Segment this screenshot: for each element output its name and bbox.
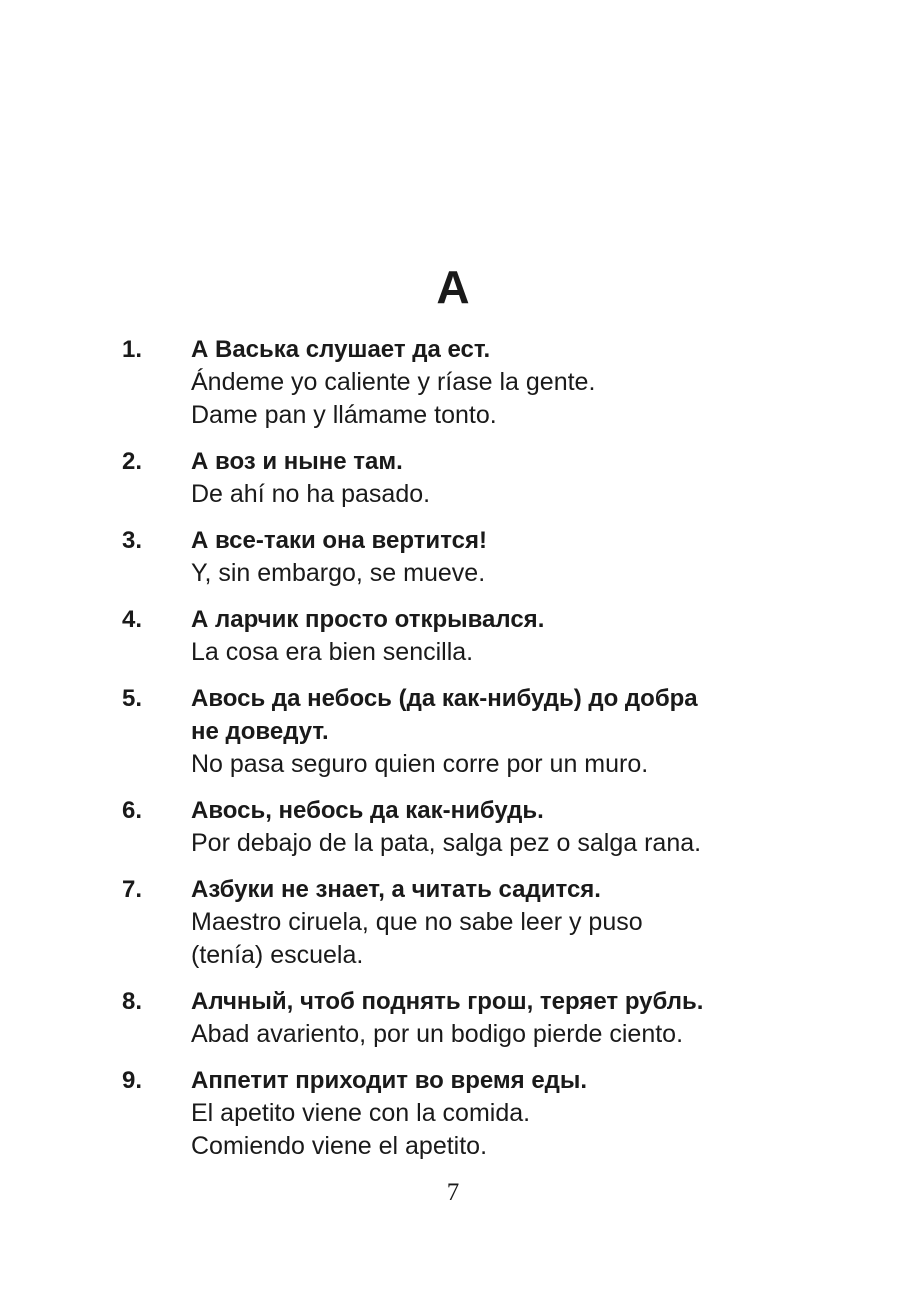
proverb-entry [0, 985, 906, 1051]
spanish-equivalent-line: La cosa era bien sencilla. [191, 638, 474, 666]
russian-proverb-line: А ларчик просто открывался. [191, 606, 545, 633]
russian-proverb-line: не доведут. [191, 718, 329, 745]
spanish-equivalent-line: No pasa seguro quien corre por un muro. [191, 750, 649, 778]
entry-number: 7. [122, 876, 143, 903]
entry-body [191, 603, 811, 669]
spanish-equivalent-line: Comiendo viene el apetito. [191, 1132, 488, 1160]
entry-number: 8. [122, 988, 143, 1015]
spanish-equivalent-line: Por debajo de la pata, salga pez o salga rana. [191, 829, 702, 857]
entry-number: 4. [122, 606, 143, 633]
spanish-equivalent-line: De ahí no ha pasado. [191, 480, 431, 508]
entry-body [191, 1064, 811, 1163]
entry-number: 1. [122, 336, 143, 363]
proverb-entry [0, 445, 906, 511]
proverb-entry [0, 524, 906, 590]
spanish-equivalent-line: Abad avariento, por un bodigo pierde ciento. [191, 1020, 684, 1048]
russian-proverb-line: Азбуки не знает, а читать садится. [191, 876, 601, 903]
russian-proverb-line: Авось да небось (да как-нибудь) до добра [191, 685, 698, 712]
proverb-entry [0, 682, 906, 781]
entry-body [191, 333, 811, 432]
entry-body [191, 985, 811, 1051]
entry-number: 2. [122, 448, 143, 475]
proverb-entry [0, 603, 906, 669]
russian-proverb-line: Авось, небось да как-нибудь. [191, 797, 544, 824]
section-letter: А [436, 261, 470, 313]
entry-body [191, 682, 811, 781]
entry-body [191, 794, 811, 860]
russian-proverb-line: А все-таки она вертится! [191, 527, 487, 554]
entry-number: 3. [122, 527, 143, 554]
spanish-equivalent-line: (tenía) escuela. [191, 941, 364, 969]
proverb-list [0, 333, 906, 1176]
entry-number: 5. [122, 685, 143, 712]
russian-proverb-line: А воз и ныне там. [191, 448, 403, 475]
russian-proverb-line: Аппетит приходит во время еды. [191, 1067, 588, 1094]
spanish-equivalent-line: Ándeme yo caliente y ríase la gente. [191, 368, 596, 396]
entry-body [191, 524, 811, 590]
proverb-entry [0, 1064, 906, 1163]
spanish-equivalent-line: Y, sin embargo, se mueve. [191, 559, 486, 587]
entry-body [191, 873, 811, 972]
entry-number: 6. [122, 797, 143, 824]
proverb-entry [0, 873, 906, 972]
spanish-equivalent-line: Maestro ciruela, que no sabe leer y puso [191, 908, 643, 936]
proverb-entry [0, 794, 906, 860]
russian-proverb-line: А Васька слушает да ест. [191, 336, 491, 363]
spanish-equivalent-line: Dame pan y llámame tonto. [191, 401, 497, 429]
spanish-equivalent-line: El apetito viene con la comida. [191, 1099, 531, 1127]
proverb-entry [0, 333, 906, 432]
entry-number: 9. [122, 1067, 143, 1094]
russian-proverb-line: Алчный, чтоб поднять грош, теряет рубль. [191, 988, 704, 1015]
page-number: 7 [446, 1179, 460, 1206]
entry-body [191, 445, 811, 511]
